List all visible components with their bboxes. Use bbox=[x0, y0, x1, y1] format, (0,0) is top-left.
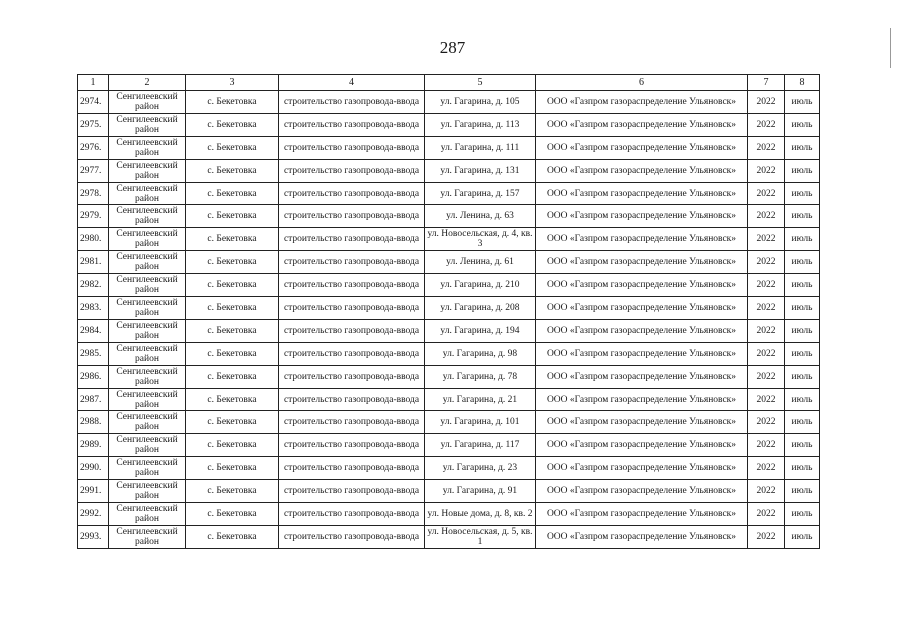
table-row bbox=[78, 228, 820, 251]
district-cell: Сенгилеевский район bbox=[109, 205, 186, 228]
year-cell: 2022 bbox=[748, 297, 785, 320]
address-cell: ул. Ленина, д. 63 bbox=[425, 205, 536, 228]
year-cell: 2022 bbox=[748, 136, 785, 159]
table-row bbox=[78, 434, 820, 457]
month-cell: июль bbox=[785, 457, 820, 480]
settlement-cell: с. Бекетовка bbox=[186, 274, 279, 297]
district-cell: Сенгилеевский район bbox=[109, 113, 186, 136]
address-cell: ул. Гагарина, д. 117 bbox=[425, 434, 536, 457]
organization-cell: ООО «Газпром газораспределение Ульяновск» bbox=[536, 228, 748, 251]
row-number-cell: 2977. bbox=[78, 159, 109, 182]
district-cell: Сенгилеевский район bbox=[109, 182, 186, 205]
year-cell: 2022 bbox=[748, 365, 785, 388]
district-cell: Сенгилеевский район bbox=[109, 457, 186, 480]
district-cell: Сенгилеевский район bbox=[109, 388, 186, 411]
month-cell: июль bbox=[785, 411, 820, 434]
row-number-cell: 2981. bbox=[78, 251, 109, 274]
work-type-cell: строительство газопровода-ввода bbox=[279, 91, 425, 114]
month-cell: июль bbox=[785, 159, 820, 182]
settlement-cell: с. Бекетовка bbox=[186, 434, 279, 457]
work-type-cell: строительство газопровода-ввода bbox=[279, 365, 425, 388]
row-number-cell: 2983. bbox=[78, 297, 109, 320]
row-number-cell: 2993. bbox=[78, 525, 109, 548]
settlement-cell: с. Бекетовка bbox=[186, 457, 279, 480]
organization-cell: ООО «Газпром газораспределение Ульяновск» bbox=[536, 388, 748, 411]
settlement-cell: с. Бекетовка bbox=[186, 480, 279, 503]
work-type-cell: строительство газопровода-ввода bbox=[279, 411, 425, 434]
organization-cell: ООО «Газпром газораспределение Ульяновск» bbox=[536, 457, 748, 480]
address-cell: ул. Гагарина, д. 23 bbox=[425, 457, 536, 480]
row-number-cell: 2984. bbox=[78, 319, 109, 342]
district-cell: Сенгилеевский район bbox=[109, 434, 186, 457]
row-number-cell: 2989. bbox=[78, 434, 109, 457]
table-row bbox=[78, 342, 820, 365]
row-number-cell: 2986. bbox=[78, 365, 109, 388]
address-cell: ул. Гагарина, д. 210 bbox=[425, 274, 536, 297]
row-number-cell: 2976. bbox=[78, 136, 109, 159]
year-cell: 2022 bbox=[748, 411, 785, 434]
work-type-cell: строительство газопровода-ввода bbox=[279, 434, 425, 457]
month-cell: июль bbox=[785, 113, 820, 136]
organization-cell: ООО «Газпром газораспределение Ульяновск» bbox=[536, 113, 748, 136]
row-number-cell: 2978. bbox=[78, 182, 109, 205]
table-row bbox=[78, 251, 820, 274]
column-header: 3 bbox=[186, 75, 279, 91]
address-cell: ул. Гагарина, д. 113 bbox=[425, 113, 536, 136]
year-cell: 2022 bbox=[748, 434, 785, 457]
district-cell: Сенгилеевский район bbox=[109, 525, 186, 548]
work-type-cell: строительство газопровода-ввода bbox=[279, 525, 425, 548]
table-row bbox=[78, 205, 820, 228]
month-cell: июль bbox=[785, 434, 820, 457]
year-cell: 2022 bbox=[748, 388, 785, 411]
work-type-cell: строительство газопровода-ввода bbox=[279, 205, 425, 228]
table-row bbox=[78, 136, 820, 159]
table-row bbox=[78, 182, 820, 205]
column-header: 4 bbox=[279, 75, 425, 91]
table-row bbox=[78, 159, 820, 182]
year-cell: 2022 bbox=[748, 113, 785, 136]
column-header: 6 bbox=[536, 75, 748, 91]
address-cell: ул. Гагарина, д. 21 bbox=[425, 388, 536, 411]
organization-cell: ООО «Газпром газораспределение Ульяновск» bbox=[536, 365, 748, 388]
work-type-cell: строительство газопровода-ввода bbox=[279, 274, 425, 297]
address-cell: ул. Новосельская, д. 4, кв. 3 bbox=[425, 228, 536, 251]
organization-cell: ООО «Газпром газораспределение Ульяновск» bbox=[536, 434, 748, 457]
month-cell: июль bbox=[785, 480, 820, 503]
organization-cell: ООО «Газпром газораспределение Ульяновск» bbox=[536, 342, 748, 365]
row-number-cell: 2982. bbox=[78, 274, 109, 297]
district-cell: Сенгилеевский район bbox=[109, 365, 186, 388]
column-header: 5 bbox=[425, 75, 536, 91]
settlement-cell: с. Бекетовка bbox=[186, 113, 279, 136]
work-type-cell: строительство газопровода-ввода bbox=[279, 182, 425, 205]
work-type-cell: строительство газопровода-ввода bbox=[279, 503, 425, 526]
district-cell: Сенгилеевский район bbox=[109, 319, 186, 342]
address-cell: ул. Гагарина, д. 78 bbox=[425, 365, 536, 388]
table-row bbox=[78, 457, 820, 480]
month-cell: июль bbox=[785, 319, 820, 342]
settlement-cell: с. Бекетовка bbox=[186, 91, 279, 114]
year-cell: 2022 bbox=[748, 480, 785, 503]
organization-cell: ООО «Газпром газораспределение Ульяновск» bbox=[536, 251, 748, 274]
settlement-cell: с. Бекетовка bbox=[186, 365, 279, 388]
year-cell: 2022 bbox=[748, 91, 785, 114]
column-header: 7 bbox=[748, 75, 785, 91]
work-type-cell: строительство газопровода-ввода bbox=[279, 457, 425, 480]
organization-cell: ООО «Газпром газораспределение Ульяновск» bbox=[536, 136, 748, 159]
year-cell: 2022 bbox=[748, 228, 785, 251]
table-row bbox=[78, 365, 820, 388]
column-header: 8 bbox=[785, 75, 820, 91]
settlement-cell: с. Бекетовка bbox=[186, 319, 279, 342]
year-cell: 2022 bbox=[748, 503, 785, 526]
row-number-cell: 2975. bbox=[78, 113, 109, 136]
address-cell: ул. Гагарина, д. 105 bbox=[425, 91, 536, 114]
column-header: 1 bbox=[78, 75, 109, 91]
settlement-cell: с. Бекетовка bbox=[186, 182, 279, 205]
work-type-cell: строительство газопровода-ввода bbox=[279, 136, 425, 159]
table-row bbox=[78, 274, 820, 297]
address-cell: ул. Гагарина, д. 131 bbox=[425, 159, 536, 182]
row-number-cell: 2985. bbox=[78, 342, 109, 365]
settlement-cell: с. Бекетовка bbox=[186, 388, 279, 411]
organization-cell: ООО «Газпром газораспределение Ульяновск» bbox=[536, 182, 748, 205]
address-cell: ул. Гагарина, д. 194 bbox=[425, 319, 536, 342]
month-cell: июль bbox=[785, 365, 820, 388]
address-cell: ул. Гагарина, д. 101 bbox=[425, 411, 536, 434]
district-cell: Сенгилеевский район bbox=[109, 342, 186, 365]
district-cell: Сенгилеевский район bbox=[109, 297, 186, 320]
organization-cell: ООО «Газпром газораспределение Ульяновск» bbox=[536, 525, 748, 548]
row-number-cell: 2991. bbox=[78, 480, 109, 503]
district-cell: Сенгилеевский район bbox=[109, 503, 186, 526]
district-cell: Сенгилеевский район bbox=[109, 251, 186, 274]
address-cell: ул. Ленина, д. 61 bbox=[425, 251, 536, 274]
address-cell: ул. Новые дома, д. 8, кв. 2 bbox=[425, 503, 536, 526]
table-row bbox=[78, 525, 820, 548]
row-number-cell: 2987. bbox=[78, 388, 109, 411]
year-cell: 2022 bbox=[748, 525, 785, 548]
district-cell: Сенгилеевский район bbox=[109, 411, 186, 434]
table-row bbox=[78, 319, 820, 342]
district-cell: Сенгилеевский район bbox=[109, 228, 186, 251]
work-type-cell: строительство газопровода-ввода bbox=[279, 251, 425, 274]
month-cell: июль bbox=[785, 503, 820, 526]
work-type-cell: строительство газопровода-ввода bbox=[279, 159, 425, 182]
year-cell: 2022 bbox=[748, 342, 785, 365]
settlement-cell: с. Бекетовка bbox=[186, 342, 279, 365]
organization-cell: ООО «Газпром газораспределение Ульяновск» bbox=[536, 205, 748, 228]
settlement-cell: с. Бекетовка bbox=[186, 228, 279, 251]
year-cell: 2022 bbox=[748, 159, 785, 182]
year-cell: 2022 bbox=[748, 182, 785, 205]
district-cell: Сенгилеевский район bbox=[109, 480, 186, 503]
settlement-cell: с. Бекетовка bbox=[186, 159, 279, 182]
table-row bbox=[78, 411, 820, 434]
month-cell: июль bbox=[785, 388, 820, 411]
month-cell: июль bbox=[785, 251, 820, 274]
address-cell: ул. Новосельская, д. 5, кв. 1 bbox=[425, 525, 536, 548]
settlement-cell: с. Бекетовка bbox=[186, 251, 279, 274]
settlement-cell: с. Бекетовка bbox=[186, 205, 279, 228]
month-cell: июль bbox=[785, 228, 820, 251]
work-type-cell: строительство газопровода-ввода bbox=[279, 342, 425, 365]
work-type-cell: строительство газопровода-ввода bbox=[279, 297, 425, 320]
month-cell: июль bbox=[785, 342, 820, 365]
row-number-cell: 2990. bbox=[78, 457, 109, 480]
table-row bbox=[78, 480, 820, 503]
column-header: 2 bbox=[109, 75, 186, 91]
settlement-cell: с. Бекетовка bbox=[186, 297, 279, 320]
row-number-cell: 2979. bbox=[78, 205, 109, 228]
address-cell: ул. Гагарина, д. 91 bbox=[425, 480, 536, 503]
organization-cell: ООО «Газпром газораспределение Ульяновск» bbox=[536, 274, 748, 297]
table-row bbox=[78, 388, 820, 411]
organization-cell: ООО «Газпром газораспределение Ульяновск» bbox=[536, 319, 748, 342]
address-cell: ул. Гагарина, д. 111 bbox=[425, 136, 536, 159]
address-cell: ул. Гагарина, д. 157 bbox=[425, 182, 536, 205]
table-row bbox=[78, 297, 820, 320]
organization-cell: ООО «Газпром газораспределение Ульяновск» bbox=[536, 503, 748, 526]
organization-cell: ООО «Газпром газораспределение Ульяновск» bbox=[536, 159, 748, 182]
header-row bbox=[78, 75, 820, 91]
month-cell: июль bbox=[785, 525, 820, 548]
address-cell: ул. Гагарина, д. 208 bbox=[425, 297, 536, 320]
table-row bbox=[78, 91, 820, 114]
work-type-cell: строительство газопровода-ввода bbox=[279, 319, 425, 342]
month-cell: июль bbox=[785, 182, 820, 205]
organization-cell: ООО «Газпром газораспределение Ульяновск» bbox=[536, 91, 748, 114]
settlement-cell: с. Бекетовка bbox=[186, 503, 279, 526]
year-cell: 2022 bbox=[748, 205, 785, 228]
row-number-cell: 2988. bbox=[78, 411, 109, 434]
page-number: 287 bbox=[439, 38, 466, 57]
work-type-cell: строительство газопровода-ввода bbox=[279, 388, 425, 411]
settlement-cell: с. Бекетовка bbox=[186, 525, 279, 548]
work-type-cell: строительство газопровода-ввода bbox=[279, 480, 425, 503]
district-cell: Сенгилеевский район bbox=[109, 91, 186, 114]
row-number-cell: 2974. bbox=[78, 91, 109, 114]
work-type-cell: строительство газопровода-ввода bbox=[279, 228, 425, 251]
organization-cell: ООО «Газпром газораспределение Ульяновск» bbox=[536, 411, 748, 434]
month-cell: июль bbox=[785, 136, 820, 159]
settlement-cell: с. Бекетовка bbox=[186, 411, 279, 434]
table-row bbox=[78, 503, 820, 526]
district-cell: Сенгилеевский район bbox=[109, 136, 186, 159]
month-cell: июль bbox=[785, 205, 820, 228]
settlement-cell: с. Бекетовка bbox=[186, 136, 279, 159]
month-cell: июль bbox=[785, 297, 820, 320]
year-cell: 2022 bbox=[748, 457, 785, 480]
district-cell: Сенгилеевский район bbox=[109, 274, 186, 297]
year-cell: 2022 bbox=[748, 251, 785, 274]
registry-table bbox=[77, 74, 820, 549]
work-type-cell: строительство газопровода-ввода bbox=[279, 113, 425, 136]
district-cell: Сенгилеевский район bbox=[109, 159, 186, 182]
month-cell: июль bbox=[785, 274, 820, 297]
address-cell: ул. Гагарина, д. 98 bbox=[425, 342, 536, 365]
year-cell: 2022 bbox=[748, 319, 785, 342]
table-row bbox=[78, 113, 820, 136]
month-cell: июль bbox=[785, 91, 820, 114]
organization-cell: ООО «Газпром газораспределение Ульяновск» bbox=[536, 297, 748, 320]
row-number-cell: 2992. bbox=[78, 503, 109, 526]
row-number-cell: 2980. bbox=[78, 228, 109, 251]
year-cell: 2022 bbox=[748, 274, 785, 297]
organization-cell: ООО «Газпром газораспределение Ульяновск» bbox=[536, 480, 748, 503]
